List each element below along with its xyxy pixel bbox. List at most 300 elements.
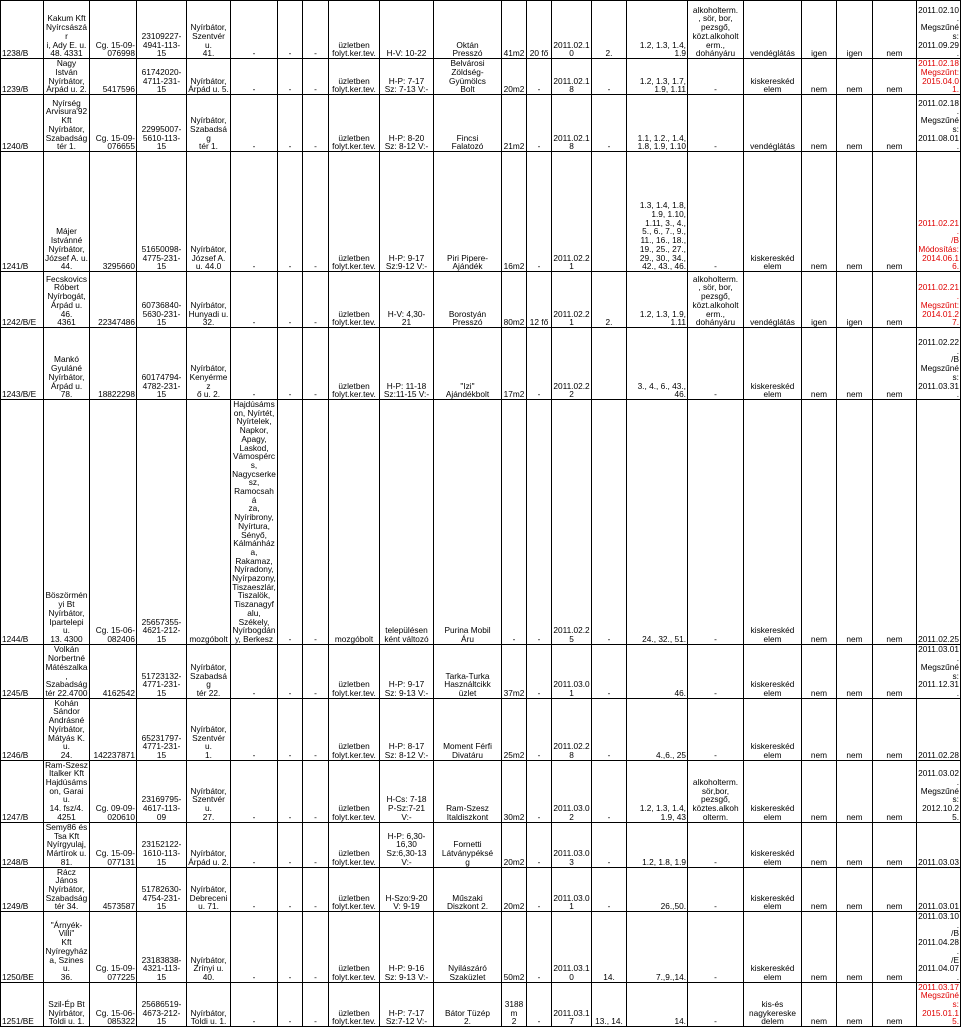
cell-name: Szil-Ép Bt Nyírbátor, Toldi u. 1.: [44, 982, 90, 1027]
cell-activities: 3., 4., 6., 43., 46.: [627, 328, 688, 400]
cell-c7: -: [303, 59, 329, 95]
cell-category: kiskereskéd elem: [744, 822, 802, 867]
cell-c7: -: [303, 328, 329, 400]
cell-area: 17m2: [502, 328, 527, 400]
cell-hours: H-P: 8-20 Sz: 8-12 V:-: [380, 95, 434, 152]
cell-flag-1: nem: [802, 760, 837, 822]
cell-shop-name: Fincsi Falatozó: [434, 95, 502, 152]
cell-c14: 2.: [592, 1, 627, 59]
cell-registration: Cg. 15-06- 082406: [90, 400, 137, 645]
cell-date: 2011.02.25: [552, 400, 592, 645]
cell-c6: -: [278, 867, 303, 912]
cell-seats: -: [527, 400, 552, 645]
cell-seats: -: [527, 760, 552, 822]
cell-shop-name: Ram-Szesz Italdiszkont: [434, 760, 502, 822]
cell-area: 41m2: [502, 1, 527, 59]
cell-status: 2011.02.22. /B Megszűnés: 2011.03.31.: [917, 328, 961, 400]
cell-activities: 7.,9.,14.: [627, 912, 688, 983]
cell-address: Nyírbátor, Szabadság tér 1.: [187, 95, 231, 152]
cell-tax-number: 51723132- 4771-231- 15: [137, 644, 187, 698]
cell-hours: H-P: 9-17 Sz:9-12 V:-: [380, 152, 434, 272]
cell-tax-number: 51650098- 4775-231- 15: [137, 152, 187, 272]
cell-c14: -: [592, 867, 627, 912]
cell-c14: -: [592, 822, 627, 867]
cell-flag-3: nem: [873, 698, 917, 760]
cell-activities: 24., 32., 51.: [627, 400, 688, 645]
cell-area: 20m2: [502, 867, 527, 912]
cell-name: Májer Istvánné Nyírbátor, József A. u. 44.: [44, 152, 90, 272]
cell-flag-2: igen: [837, 1, 873, 59]
cell-c6: -: [278, 760, 303, 822]
cell-date: 2011.02.18: [552, 95, 592, 152]
cell-c7: -: [303, 760, 329, 822]
cell-category: kis-és nagykereske delem: [744, 982, 802, 1027]
cell-c7: -: [303, 982, 329, 1027]
cell-other: -: [688, 644, 744, 698]
cell-area-served: -: [231, 982, 278, 1027]
cell-area: 3188m 2: [502, 982, 527, 1027]
cell-activities: 1.3, 1.4, 1.8, 1.9, 1.10, 1.11, 3., 4., 5., 6., 7., 9., 11., 16., 18., 19., 25., 27., 29., 30., 34., 42., 43., 46.: [627, 152, 688, 272]
cell-address: Nyírbátor, Árpád u. 2.: [187, 822, 231, 867]
cell-registration: 3295660: [90, 152, 137, 272]
cell-seats: -: [527, 912, 552, 983]
cell-seats: -: [527, 328, 552, 400]
cell-c7: -: [303, 95, 329, 152]
cell-id: 1250/BE: [1, 912, 44, 983]
cell-c14: 2.: [592, 272, 627, 328]
cell-other: -: [688, 328, 744, 400]
cell-flag-2: nem: [837, 760, 873, 822]
cell-c7: -: [303, 400, 329, 645]
cell-shop-name: Oktán Presszó: [434, 1, 502, 59]
cell-flag-3: nem: [873, 272, 917, 328]
cell-flag-2: nem: [837, 59, 873, 95]
cell-hours: településen ként változó: [380, 400, 434, 645]
cell-form: üzletben folyt.ker.tev.: [329, 272, 380, 328]
cell-flag-3: nem: [873, 328, 917, 400]
cell-seats: -: [527, 982, 552, 1027]
cell-c6: -: [278, 400, 303, 645]
cell-area-served: -: [231, 912, 278, 983]
cell-name: "Árnyék-Villi" Kft Nyíregyház a, Szines u. 36.: [44, 912, 90, 983]
cell-flag-1: igen: [802, 1, 837, 59]
cell-status: 2011.03.02. Megszűnés: 2012.10.25.: [917, 760, 961, 822]
cell-name: Kohán Sándor Andrásné Nyírbátor, Mátyás K. u. 24.: [44, 698, 90, 760]
cell-hours: H-P: 6,30- 16,30 Sz:6,30-13 V:-: [380, 822, 434, 867]
cell-form: üzletben folyt.ker.tev.: [329, 152, 380, 272]
cell-name: Rácz János Nyírbátor, Szabadság tér 34.: [44, 867, 90, 912]
cell-shop-name: Tarka-Turka Használtcikk üzlet: [434, 644, 502, 698]
cell-shop-name: Bátor Tüzép 2.: [434, 982, 502, 1027]
cell-status: 2011.03.01: [917, 867, 961, 912]
cell-category: kiskereskéd elem: [744, 328, 802, 400]
cell-status: 2011.02.25: [917, 400, 961, 645]
cell-c14: -: [592, 760, 627, 822]
cell-activities: 46.: [627, 644, 688, 698]
cell-flag-2: nem: [837, 95, 873, 152]
cell-other: -: [688, 867, 744, 912]
table-row: [1, 912, 961, 983]
cell-id: 1246/B: [1, 698, 44, 760]
cell-seats: 12 fő: [527, 272, 552, 328]
cell-address: Nyírbátor, Toldi u. 1.: [187, 982, 231, 1027]
cell-other: -: [688, 912, 744, 983]
cell-tax-number: 25657355- 4621-212- 15: [137, 400, 187, 645]
cell-id: 1240/B: [1, 95, 44, 152]
cell-date: 2011.03.03: [552, 822, 592, 867]
cell-status: 2011.03.01. Megszűnés: 2011.12.31.: [918, 644, 959, 698]
cell-date: 2011.03.01: [552, 867, 592, 912]
cell-registration: Cg. 15-06- 085322: [90, 982, 137, 1027]
cell-form: üzletben folyt.ker.tev.: [329, 760, 380, 822]
cell-flag-3: nem: [873, 822, 917, 867]
cell-name: Nagy István Nyírbátor, Árpád u. 2.: [44, 59, 90, 95]
cell-flag-3: nem: [873, 912, 917, 983]
cell-category: kiskereskéd elem: [744, 644, 802, 698]
cell-date: 2011.02.10: [552, 1, 592, 59]
cell-flag-3: nem: [873, 644, 917, 698]
cell-flag-2: nem: [837, 867, 873, 912]
cell-c7: -: [303, 1, 329, 59]
cell-flag-1: nem: [802, 982, 837, 1027]
cell-tax-number: 60736840- 5630-231- 15: [137, 272, 187, 328]
cell-name: Volkán Norbertné Mátészalka, Szabadság tér 22.4700: [44, 644, 90, 698]
cell-flag-1: nem: [802, 822, 837, 867]
cell-shop-name: Piri Pipere- Ajándék: [434, 152, 502, 272]
cell-area-served: -: [231, 1, 278, 59]
cell-activities: 26.,50.: [627, 867, 688, 912]
cell-c6: -: [278, 982, 303, 1027]
cell-category: kiskereskéd elem: [744, 912, 802, 983]
cell-category: vendéglátás: [744, 95, 802, 152]
cell-address: Nyírbátor, Hunyadi u. 32.: [187, 272, 231, 328]
cell-status: 2011.03.10. /B 2011.04.28. /E 2011.04.07.: [918, 911, 959, 982]
cell-flag-2: nem: [837, 400, 873, 645]
cell-tax-number: 61742020- 4711-231- 15: [137, 59, 187, 95]
cell-form: üzletben folyt.ker.tev.: [329, 822, 380, 867]
cell-address: Nyírbátor, Szentvér u. 27.: [187, 760, 231, 822]
cell-area: 37m2: [502, 644, 527, 698]
cell-c7: -: [303, 698, 329, 760]
cell-activities: 1.2, 1.3, 1.4, 1.9: [627, 1, 688, 59]
cell-flag-2: nem: [837, 982, 873, 1027]
cell-name: Kakum Kft Nyírcsászár i, Ady E. u. 48. 4331: [44, 1, 90, 59]
cell-hours: H-P: 9-16 Sz: 9-13 V:-: [380, 912, 434, 983]
cell-date: 2011.02.21: [552, 152, 592, 272]
cell-flag-1: nem: [802, 912, 837, 983]
cell-id: 1248/B: [1, 822, 44, 867]
cell-registration: Cg. 09-09- 020610: [90, 760, 137, 822]
cell-c14: -: [592, 59, 627, 95]
cell-id: 1241/B: [1, 152, 44, 272]
cell-name: Böszörmén yi Bt Nyírbátor, Ipartelepi u. 13. 4300: [44, 400, 90, 645]
cell-c7: -: [303, 272, 329, 328]
cell-flag-2: nem: [837, 152, 873, 272]
cell-tax-number: 23183838- 4321-113- 15: [137, 912, 187, 983]
cell-flag-1: igen: [802, 272, 837, 328]
cell-flag-2: igen: [837, 272, 873, 328]
cell-id: 1239/B: [1, 59, 44, 95]
cell-c6: -: [278, 152, 303, 272]
cell-c6: -: [278, 1, 303, 59]
cell-flag-3: nem: [873, 59, 917, 95]
cell-status: 2011.02.28: [917, 698, 961, 760]
cell-c6: -: [278, 272, 303, 328]
cell-other: alkoholterm. sör,bor, pezsgő, köztes.alkoh olterm.: [688, 760, 744, 822]
cell-area: -: [502, 400, 527, 645]
cell-status: 2011.03.17 Megszűnés: 2015.01.15.: [918, 981, 959, 1027]
cell-date: 2011.02.28: [552, 698, 592, 760]
cell-name: Mankó Gyuláné Nyírbátor, Árpád u. 78.: [44, 328, 90, 400]
cell-flag-1: nem: [802, 400, 837, 645]
cell-registration: 5417596: [90, 59, 137, 95]
cell-seats: -: [527, 95, 552, 152]
table-row: [1, 867, 961, 912]
cell-other: -: [688, 152, 744, 272]
cell-category: vendéglátás: [744, 272, 802, 328]
cell-flag-2: nem: [837, 912, 873, 983]
cell-status: 2011.02.21 . Megszűnt: 2014.01.27.: [917, 272, 961, 328]
cell-area-served: -: [231, 867, 278, 912]
cell-category: kiskereskéd elem: [744, 867, 802, 912]
cell-area-served: -: [231, 822, 278, 867]
cell-form: üzletben folyt.ker.tev.: [329, 644, 380, 698]
cell-registration: 4162542: [90, 644, 137, 698]
cell-seats: 20 fő: [527, 1, 552, 59]
cell-activities: 4.,6., 25: [627, 698, 688, 760]
cell-activities: 1.2, 1.8, 1.9: [627, 822, 688, 867]
table-row: [1, 644, 961, 698]
cell-shop-name: Purina Mobil Áru: [434, 400, 502, 645]
cell-status: 2011.02.18 Megszűnt: 2015.04.01.: [918, 58, 959, 95]
cell-hours: H-V: 10-22: [380, 1, 434, 59]
cell-date: 2011.03.02: [552, 760, 592, 822]
cell-id: 1247/B: [1, 760, 44, 822]
cell-hours: H-P: 9-17 Sz: 9-13 V:-: [380, 644, 434, 698]
cell-id: 1245/B: [1, 644, 44, 698]
cell-registration: 142237871: [90, 698, 137, 760]
cell-category: kiskereskéd elem: [744, 152, 802, 272]
cell-category: kiskereskéd elem: [744, 400, 802, 645]
cell-flag-3: nem: [873, 152, 917, 272]
table-row: [1, 328, 961, 400]
cell-form: üzletben folyt.ker.tev.: [329, 59, 380, 95]
cell-c14: [592, 328, 627, 400]
cell-status: 2011.02.18. Megszűnés: 2011.08.01.: [917, 95, 961, 152]
cell-name: Nyírség Arvisura'92 Kft Nyírbátor, Szabadság tér 1.: [44, 95, 90, 152]
cell-flag-2: nem: [837, 698, 873, 760]
cell-area-served: -: [231, 644, 278, 698]
cell-flag-2: nem: [837, 822, 873, 867]
cell-hours: H-Cs: 7-18 P-Sz:7-21 V:-: [380, 760, 434, 822]
cell-id: 1251/BE: [1, 982, 44, 1027]
cell-c6: -: [278, 328, 303, 400]
cell-flag-1: nem: [802, 698, 837, 760]
cell-date: 2011.02.21: [552, 272, 592, 328]
cell-flag-3: nem: [873, 760, 917, 822]
cell-other: -: [688, 982, 744, 1027]
cell-c6: -: [278, 644, 303, 698]
cell-id: 1243/B/E: [1, 328, 44, 400]
cell-other: alkoholterm. , sör, bor, pezsgő, közt.alkoholt erm., dohányáru: [688, 272, 744, 328]
cell-shop-name: Belvárosi Zöldség- Gyümölcs Bolt: [434, 59, 502, 95]
cell-area: 20m2: [502, 59, 527, 95]
cell-tax-number: 25686519- 4673-212- 15: [137, 982, 187, 1027]
cell-area: 16m2: [502, 152, 527, 272]
cell-flag-3: nem: [873, 867, 917, 912]
cell-shop-name: Moment Férfi Divatáru: [434, 698, 502, 760]
table-row: [1, 400, 961, 645]
cell-flag-3: nem: [873, 1, 917, 59]
cell-seats: -: [527, 698, 552, 760]
cell-flag-2: nem: [837, 644, 873, 698]
cell-seats: -: [527, 867, 552, 912]
cell-name: Fecskovics Róbert Nyírbogát, Árpád u. 46. 4361: [44, 272, 90, 328]
cell-flag-1: nem: [802, 59, 837, 95]
cell-tax-number: 51782630- 4754-231- 15: [137, 867, 187, 912]
cell-form: üzletben folyt.ker.tev.: [329, 698, 380, 760]
table-row: [1, 760, 961, 822]
cell-hours: H-P: 7-17 Sz: 7-13 V:-: [380, 59, 434, 95]
cell-hours: H-P: 8-17 Sz: 8-12 V:-: [380, 698, 434, 760]
cell-area: 21m2: [502, 95, 527, 152]
cell-status: 2011.02.21. /B Módosítás: 2014.06.16.: [917, 152, 961, 272]
table-row: [1, 698, 961, 760]
cell-category: vendéglátás: [744, 1, 802, 59]
cell-address: Nyírbátor, Debreceni u. 71.: [187, 867, 231, 912]
cell-c6: -: [278, 698, 303, 760]
cell-c7: -: [303, 822, 329, 867]
cell-form: üzletben folyt.ker.tev.: [329, 867, 380, 912]
cell-status: 2011.03.03: [917, 822, 961, 867]
cell-registration: 4573587: [90, 867, 137, 912]
cell-c14: [592, 152, 627, 272]
cell-area: 30m2: [502, 760, 527, 822]
cell-seats: -: [527, 152, 552, 272]
cell-other: -: [688, 822, 744, 867]
cell-tax-number: 65231797- 4771-231- 15: [137, 698, 187, 760]
cell-registration: Cg. 15-09- 076655: [90, 95, 137, 152]
cell-form: üzletben folyt.ker.tev.: [329, 982, 380, 1027]
cell-id: 1244/B: [1, 400, 44, 645]
cell-address: Nyírbátor, Kenyérmez ő u. 2.: [187, 328, 231, 400]
cell-tax-number: 22995007- 5610-113- 15: [137, 95, 187, 152]
cell-address: Nyírbátor, Zrínyi u. 40.: [187, 912, 231, 983]
cell-shop-name: "Izi" Ajándékbolt: [434, 328, 502, 400]
cell-address: Nyírbátor, Árpád u. 5.: [187, 59, 231, 95]
cell-form: üzletben folyt.ker.tev.: [329, 95, 380, 152]
cell-other: -: [688, 400, 744, 645]
table-row: [1, 822, 961, 867]
cell-c6: -: [278, 95, 303, 152]
table-row: [1, 272, 961, 328]
cell-activities: 1.2, 1.3, 1.4, 1.9, 43: [627, 760, 688, 822]
cell-hours: H-Szo:9-20 V: 9-19: [380, 867, 434, 912]
cell-registration: Cg. 15-09- 077131: [90, 822, 137, 867]
cell-c6: -: [278, 59, 303, 95]
cell-flag-3: nem: [873, 982, 917, 1027]
cell-c7: -: [303, 152, 329, 272]
cell-area-served: -: [231, 760, 278, 822]
cell-c6: -: [278, 822, 303, 867]
cell-activities: 1.1, 1.2., 1.4, 1.8, 1.9, 1.10: [627, 95, 688, 152]
cell-shop-name: Nyilászáró Szaküzlet: [434, 912, 502, 983]
cell-area-served: -: [231, 59, 278, 95]
cell-form: mozgóbolt: [329, 400, 380, 645]
table-row: [1, 982, 961, 1027]
cell-c14: 13., 14.: [592, 982, 627, 1027]
cell-flag-3: nem: [873, 400, 917, 645]
cell-seats: -: [527, 59, 552, 95]
cell-other: alkoholterm. , sör, bor, pezsgő, közt.alkoholt erm., dohányáru: [688, 1, 744, 59]
cell-flag-1: nem: [802, 152, 837, 272]
table-body: [1, 1, 961, 1027]
cell-flag-3: nem: [873, 95, 917, 152]
cell-id: 1238/B: [1, 1, 44, 59]
cell-area: 50m2: [502, 912, 527, 983]
cell-tax-number: 23109227- 4941-113- 15: [137, 1, 187, 59]
cell-area-served: -: [231, 95, 278, 152]
cell-flag-1: nem: [802, 867, 837, 912]
cell-tax-number: 23169795- 4617-113- 09: [137, 760, 187, 822]
cell-activities: 1.2, 1.3, 1.7, 1.9, 1.11: [627, 59, 688, 95]
table-row: [1, 95, 961, 152]
cell-id: 1249/B: [1, 867, 44, 912]
cell-flag-1: nem: [802, 328, 837, 400]
cell-area: 20m2: [502, 822, 527, 867]
cell-date: 2011.03.01: [552, 644, 592, 698]
cell-flag-1: nem: [802, 95, 837, 152]
cell-seats: -: [527, 644, 552, 698]
cell-date: 2011.03.17: [552, 982, 592, 1027]
cell-hours: H-P: 7-17 Sz:7-12 V:-: [380, 982, 434, 1027]
cell-area: 25m2: [502, 698, 527, 760]
cell-address: Nyírbátor, Szabadság tér 22.: [187, 644, 231, 698]
cell-shop-name: Műszaki Diszkont 2.: [434, 867, 502, 912]
cell-address: Nyírbátor, Szentvér u. 41.: [187, 1, 231, 59]
cell-c14: 14.: [592, 912, 627, 983]
cell-area-served: Hajdúsáms on, Nyírtét, Nyírtelek, Napkor, Apagy, Laskod, Vámospérc s, Nagycserke sz, Ramocsahá za, Nyíribrony, Nyírtura, Sényő, Kálmánház a, Rakamaz, Nyíradony, Nyírpazony, Tiszaeszlár, Tiszalök, Tiszanagyf alu, Székely, Nyírbogdán y, Berkesz: [232, 399, 276, 644]
cell-date: 2011.02.18: [552, 59, 592, 95]
cell-category: kiskereskéd elem: [744, 698, 802, 760]
cell-other: -: [688, 698, 744, 760]
table-row: [1, 59, 961, 95]
cell-name: Semy86 és Tsa Kft Nyírgyulaj, Mártírok u. 81.: [44, 822, 90, 867]
cell-activities: 1.2, 1.3, 1.9, 1.11: [627, 272, 688, 328]
cell-registration: Cg. 15-09- 077225: [90, 912, 137, 983]
cell-activities: 14.: [627, 982, 688, 1027]
table-row: [1, 1, 961, 59]
cell-tax-number: 60174794- 4782-231- 15: [137, 328, 187, 400]
table-row: [1, 152, 961, 272]
cell-form: üzletben folyt.ker.tev.: [329, 912, 380, 983]
cell-date: 2011.02.22: [552, 328, 592, 400]
cell-area-served: -: [231, 698, 278, 760]
cell-registration: Cg. 15-09- 076998: [90, 1, 137, 59]
cell-c14: -: [592, 644, 627, 698]
cell-c14: -: [592, 698, 627, 760]
cell-c7: -: [303, 867, 329, 912]
cell-form: üzletben folyt.ker.tev.: [329, 328, 380, 400]
cell-registration: 22347486: [90, 272, 137, 328]
cell-other: -: [688, 95, 744, 152]
cell-c14: -: [592, 400, 627, 645]
cell-shop-name: Fornetti Látványpéksé g: [434, 822, 502, 867]
cell-other: -: [688, 59, 744, 95]
cell-flag-2: nem: [837, 328, 873, 400]
cell-form: üzletben folyt.ker.tev.: [329, 1, 380, 59]
cell-registration: 18822298: [90, 328, 137, 400]
